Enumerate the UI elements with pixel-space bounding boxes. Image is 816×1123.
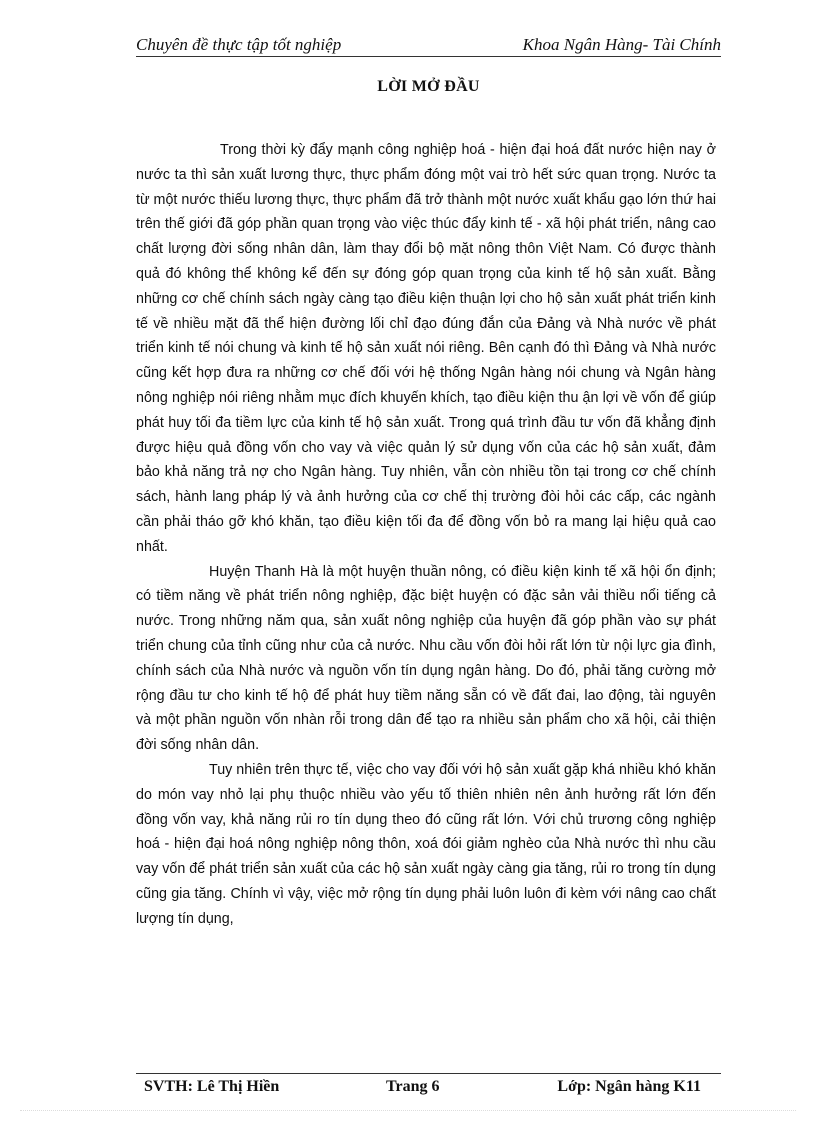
header-left-text: Chuyên đề thực tập tốt nghiệp (136, 35, 342, 54)
footer-page-number: Trang 6 (386, 1078, 440, 1095)
header-right-text: Khoa Ngân Hàng- Tài Chính (522, 35, 721, 54)
footer-class: Lớp: Ngân hàng K11 (557, 1078, 701, 1095)
paragraph-1: Trong thời kỳ đẩy mạnh công nghiệp hoá - hiện đại hoá đất nước hiện nay ở nước ta thì sản xuất lương thực, thực phẩm đóng một vai trò hết sức quan trọng. Nước ta từ một nước thiếu lương thực, thực phẩm đã trở thành một nước xuất khẩu gạo lớn thứ hai trên thế giới đã góp phần quan trọng vào việc thúc đẩy kinh tế - xã hội phát triển, nâng cao chất lượng đời sống nhân dân, làm thay đổi bộ mặt nông thôn Việt Nam. Có được thành quả đó không thể không kể đến sự đóng góp quan trọng của kinh tế hộ sản xuất. Bằng những cơ chế chính sách ngày càng tạo điều kiện thuận lợi cho hộ sản xuất phát triển kinh tế về nhiều mặt đã thể hiện đường lối chỉ đạo đúng đắn của Đảng và Nhà nước về phát triển kinh tế nói chung và kinh tế hộ sản xuất nói riêng. Bên cạnh đó thì Đảng và Nhà nước cũng kết hợp đưa ra những cơ chế đối với hệ thống Ngân hàng nói chung và Ngân hàng nông nghiệp nói riêng nhằm mục đích khuyến khích, tạo điều kiện thu ận lợi về vốn để giúp phát huy tối đa tiềm lực của kinh tế hộ sản xuất. Trong quá trình đầu tư vốn đã khẳng định được hiệu quả đồng vốn cho vay và việc quản lý sử dụng vốn của các hộ sản xuất, đảm bảo khả năng trả nợ cho Ngân hàng. Tuy nhiên, vẫn còn nhiều tồn tại trong cơ chế chính sách, hành lang pháp lý và ảnh hưởng của cơ chế thị trường đòi hỏi các cấp, các ngành cần phải tháo gỡ khó khăn, tạo điều kiện tối đa để đồng vốn bỏ ra mang lại hiệu quả cao nhất. (136, 142, 716, 555)
page-bottom-divider (20, 1110, 796, 1111)
footer-student: SVTH: Lê Thị Hiền (144, 1078, 280, 1095)
page-header (136, 34, 721, 57)
paragraph-2: Huyện Thanh Hà là một huyện thuần nông, có điều kiện kinh tế xã hội ổn định; có tiềm năng về phát triển nông nghiệp, đặc biệt huyện có đặc sản vải thiều nổi tiếng cả nước. Trong những năm qua, sản xuất nông nghiệp của huyện đã góp phần vào sự phát triển chung của tỉnh cũng như của cả nước. Nhu cầu vốn đòi hỏi rất lớn từ nội lực gia đình, chính sách của Nhà nước và nguồn vốn tín dụng ngân hàng. Do đó, phải tăng cường mở rộng đầu tư cho kinh tế hộ để phát huy tiềm năng sẵn có về đất đai, lao động, tài nguyên và một phần nguồn vốn nhàn rỗi trong dân để tạo ra nhiều sản phẩm cho xã hội, cải thiện đời sống nhân dân. (136, 563, 716, 754)
document-body (136, 138, 716, 932)
paragraph-3: Tuy nhiên trên thực tế, việc cho vay đối với hộ sản xuất gặp khá nhiều khó khăn do món vay nhỏ lại phụ thuộc nhiều vào yếu tố thiên nhiên nên ảnh hưởng rất lớn đến đồng vốn vay, khả năng rủi ro tín dụng theo đó cũng rất lớn. Với chủ trương công nghiệp hoá - hiện đại hoá nông nghiệp nông thôn, xoá đói giảm nghèo của Nhà nước thì nhu cầu vay vốn để phát triển sản xuất của các hộ sản xuất ngày càng gia tăng, rủi ro trong tín dụng cũng gia tăng. Chính vì vậy, việc mở rộng tín dụng phải luôn luôn đi kèm với nâng cao chất lượng tín dụng, (136, 761, 716, 927)
page-footer (136, 1073, 721, 1100)
document-title: LỜI MỞ ĐẦU (377, 78, 480, 95)
